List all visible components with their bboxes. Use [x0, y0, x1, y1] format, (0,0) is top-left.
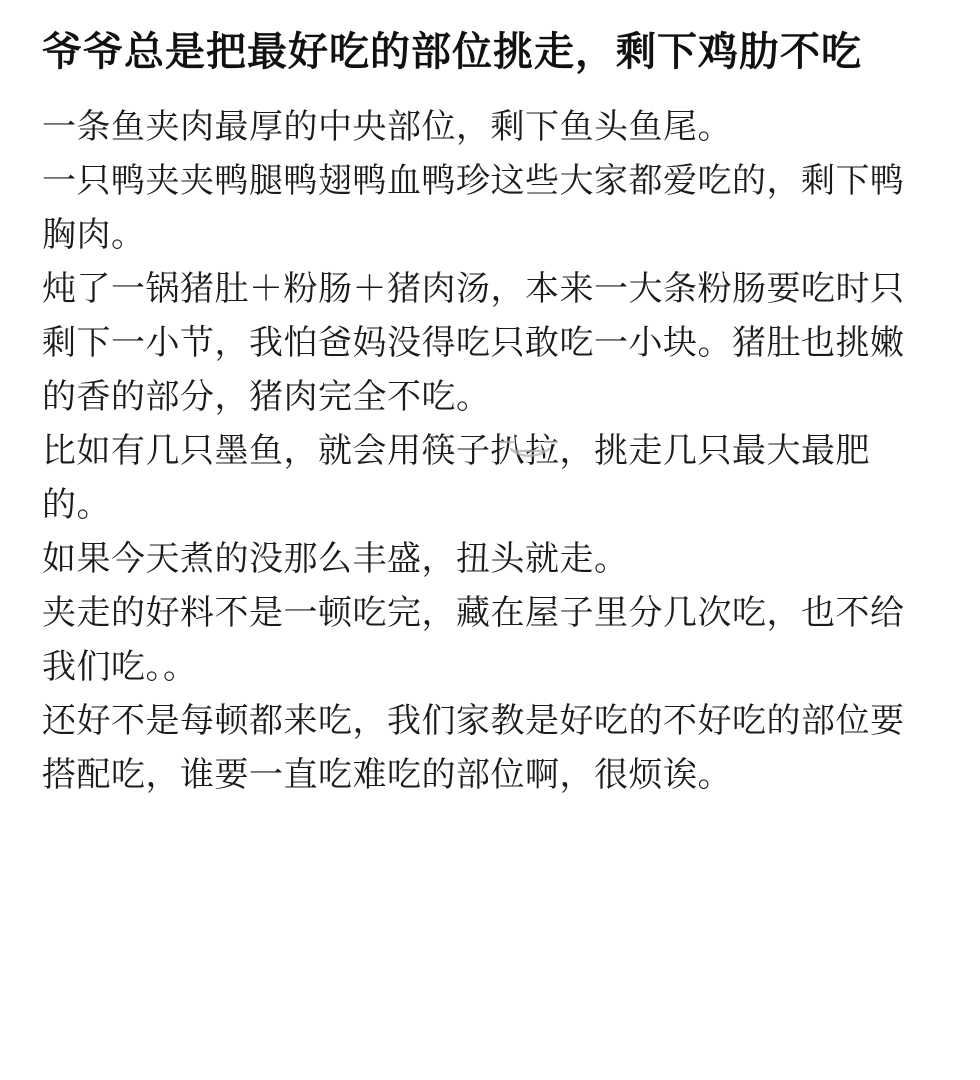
post-title: 爷爷总是把最好吃的部位挑走，剩下鸡肋不吃: [42, 29, 862, 75]
post-paragraph: 一只鸭夹夹鸭腿鸭翅鸭血鸭珍这些大家都爱吃的，剩下鸭胸肉。: [42, 161, 905, 255]
post-body: [42, 100, 936, 802]
post-paragraph: 还好不是每顿都来吃，我们家教是好吃的不好吃的部位要搭配吃，谁要一直吃难吃的部位啊，很烦诶。: [42, 701, 905, 795]
post-paragraph: 炖了一锅猪肚＋粉肠＋猪肉汤，本来一大条粉肠要吃时只剩下一小节，我怕爸妈没得吃只敢吃一小块。猪肚也挑嫩的香的部分，猪肉完全不吃。: [42, 269, 905, 417]
post-paragraph: 一条鱼夹肉最厚的中央部位，剩下鱼头鱼尾。: [42, 107, 732, 147]
post-paragraph: 比如有几只墨鱼，就会用筷子扒拉，挑走几只最大最肥的。: [42, 431, 870, 525]
post-paragraph: 如果今天煮的没那么丰盛，扭头就走。: [42, 539, 629, 579]
post-paragraph: 夹走的好料不是一顿吃完，藏在屋子里分几次吃，也不给我们吃。。: [42, 593, 905, 687]
